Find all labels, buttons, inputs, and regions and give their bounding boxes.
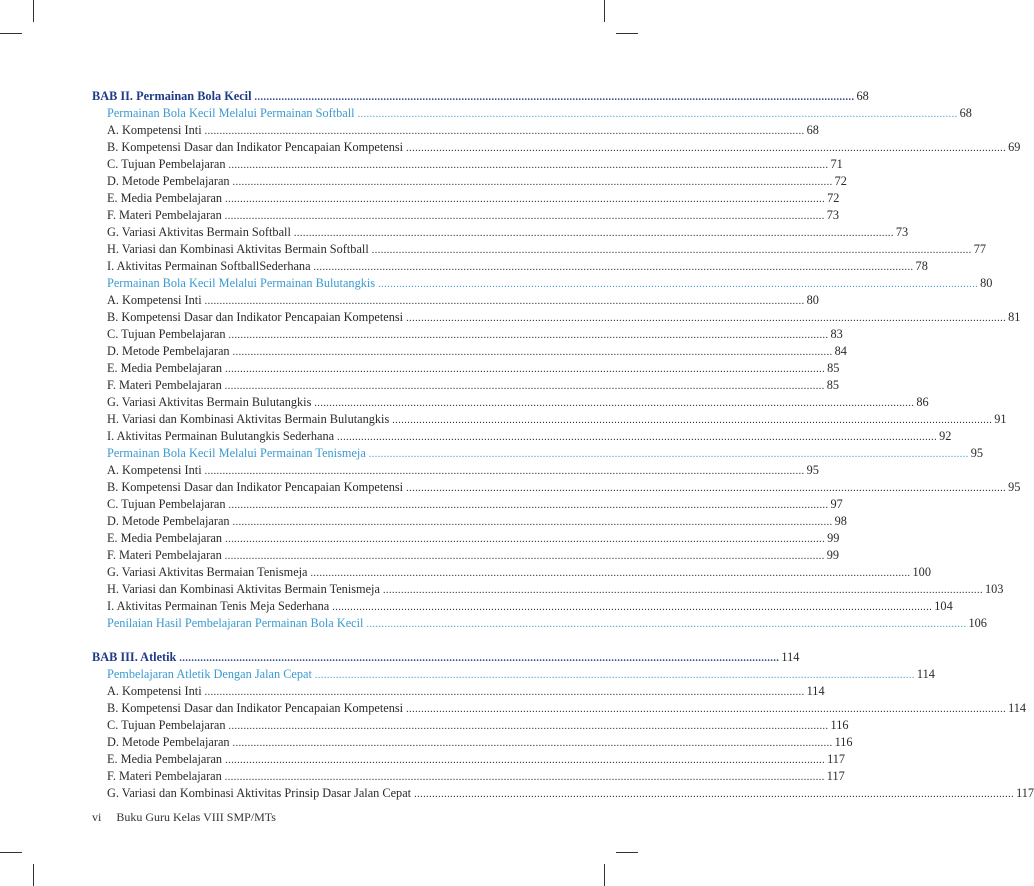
toc-section-title: Permainan Bola Kecil Melalui Permainan Tenismeja bbox=[107, 446, 366, 460]
dot-leader: ........................................................................................................................................................................................................ bbox=[224, 211, 825, 222]
toc-item[interactable] bbox=[92, 768, 845, 785]
dot-leader: ........................................................................................................................................................................................................ bbox=[228, 330, 829, 341]
dot-leader: ........................................................................................................................................................................................................ bbox=[224, 381, 825, 392]
toc-item-title: B. Kompetensi Dasar dan Indikator Pencapaian Kompetensi bbox=[107, 140, 404, 154]
toc-section[interactable] bbox=[92, 445, 984, 462]
toc-item-page: 73 bbox=[826, 208, 840, 222]
toc-item-page: 85 bbox=[827, 361, 840, 375]
toc-item-page: 114 bbox=[806, 684, 825, 698]
toc-item[interactable] bbox=[92, 343, 847, 360]
toc-item-page: 99 bbox=[827, 531, 840, 545]
toc-item-page: 83 bbox=[830, 327, 843, 341]
toc-item[interactable] bbox=[92, 462, 819, 479]
dot-leader: ........................................................................................................................................................................................................ bbox=[228, 500, 829, 511]
toc-item-page: 84 bbox=[834, 344, 847, 358]
toc-item-title: F. Materi Pembelajaran bbox=[107, 548, 222, 562]
toc-section-page: 95 bbox=[970, 446, 984, 460]
toc-item[interactable] bbox=[92, 122, 819, 139]
dot-leader: ........................................................................................................................................................................................................ bbox=[232, 517, 833, 528]
toc-item[interactable] bbox=[92, 139, 1021, 156]
toc-item[interactable] bbox=[92, 496, 843, 513]
toc-item-title: D. Metode Pembelajaran bbox=[107, 735, 230, 749]
dot-leader: ........................................................................................................................................................................................................ bbox=[204, 687, 805, 698]
dot-leader: ........................................................................................................................................................................................................ bbox=[254, 92, 855, 103]
toc-item-title: E. Media Pembelajaran bbox=[107, 531, 223, 545]
dot-leader: ........................................................................................................................................................................................................ bbox=[232, 738, 833, 749]
toc-chapter-page: 114 bbox=[781, 650, 800, 664]
dot-leader: ........................................................................................................................................................................................................ bbox=[314, 670, 915, 681]
toc-item-page: 117 bbox=[827, 752, 846, 766]
toc-item[interactable] bbox=[92, 173, 847, 190]
dot-leader: ........................................................................................................................................................................................................ bbox=[414, 789, 1015, 800]
crop-mark-top-left-v bbox=[33, 0, 34, 22]
toc-item[interactable] bbox=[92, 190, 840, 207]
toc-section[interactable] bbox=[92, 615, 987, 632]
crop-mark-bottom-left-v bbox=[33, 864, 34, 886]
toc-item-title: G. Variasi Aktivitas Bermaian Tenismeja bbox=[107, 565, 308, 579]
toc-item-title: B. Kompetensi Dasar dan Indikator Pencapaian Kompetensi bbox=[107, 480, 404, 494]
toc-item-title: H. Variasi dan Kombinasi Aktivitas Bermain Softball bbox=[107, 242, 369, 256]
toc-item[interactable] bbox=[92, 326, 843, 343]
toc-item-page: 116 bbox=[834, 735, 853, 749]
toc-item-page: 68 bbox=[806, 123, 819, 137]
toc-item[interactable] bbox=[92, 700, 1027, 717]
toc-item-title: E. Media Pembelajaran bbox=[107, 361, 223, 375]
toc-item[interactable] bbox=[92, 717, 849, 734]
dot-leader: ........................................................................................................................................................................................................ bbox=[204, 296, 805, 307]
dot-leader: ........................................................................................................................................................................................................ bbox=[204, 466, 805, 477]
toc-section-title: Permainan Bola Kecil Melalui Permainan Softball bbox=[107, 106, 355, 120]
dot-leader: ........................................................................................................................................................................................................ bbox=[225, 194, 826, 205]
toc-item-title: E. Media Pembelajaran bbox=[107, 752, 223, 766]
toc-item[interactable] bbox=[92, 428, 952, 445]
dot-leader: ........................................................................................................................................................................................................ bbox=[224, 772, 825, 783]
toc-item-page: 86 bbox=[916, 395, 929, 409]
toc-item[interactable] bbox=[92, 411, 1007, 428]
dot-leader: ........................................................................................................................................................................................................ bbox=[225, 534, 826, 545]
toc-chapter-title: BAB II. Permainan Bola Kecil bbox=[92, 89, 252, 103]
toc-item-page: 80 bbox=[806, 293, 819, 307]
toc-item[interactable] bbox=[92, 530, 840, 547]
toc-chapter[interactable] bbox=[92, 649, 800, 666]
toc-item[interactable] bbox=[92, 207, 840, 224]
dot-leader: ........................................................................................................................................................................................................ bbox=[378, 279, 979, 290]
toc-section-page: 68 bbox=[959, 106, 972, 120]
crop-mark-top-right-v bbox=[604, 0, 605, 22]
dot-leader: ........................................................................................................................................................................................................ bbox=[313, 262, 914, 273]
toc-chapter-title: BAB III. Atletik bbox=[92, 650, 177, 664]
dot-leader: ........................................................................................................................................................................................................ bbox=[371, 245, 972, 256]
toc-section-title: Permainan Bola Kecil Melalui Permainan Bulutangkis bbox=[107, 276, 376, 290]
crop-mark-bottom-right-v bbox=[604, 864, 605, 886]
toc-item-page: 81 bbox=[1008, 310, 1021, 324]
dot-leader: ........................................................................................................................................................................................................ bbox=[314, 398, 915, 409]
toc-item-title: F. Materi Pembelajaran bbox=[107, 378, 222, 392]
toc-item[interactable] bbox=[92, 581, 1004, 598]
toc-item[interactable] bbox=[92, 156, 843, 173]
toc-item-page: 114 bbox=[1008, 701, 1027, 715]
toc-item-title: B. Kompetensi Dasar dan Indikator Pencapaian Kompetensi bbox=[107, 701, 404, 715]
dot-leader: ........................................................................................................................................................................................................ bbox=[406, 483, 1007, 494]
toc-item-page: 78 bbox=[915, 259, 928, 273]
toc-item-title: A. Kompetensi Inti bbox=[107, 463, 202, 477]
toc-item-title: C. Tujuan Pembelajaran bbox=[107, 718, 226, 732]
toc-section-page: 106 bbox=[968, 616, 987, 630]
crop-mark-bottom-right-h bbox=[616, 852, 638, 853]
toc-item-title: A. Kompetensi Inti bbox=[107, 123, 202, 137]
crop-mark-top-left-h bbox=[0, 33, 22, 34]
toc-item-title: D. Metode Pembelajaran bbox=[107, 174, 230, 188]
toc-item-title: C. Tujuan Pembelajaran bbox=[107, 497, 226, 511]
dot-leader: ........................................................................................................................................................................................................ bbox=[224, 551, 825, 562]
toc-item-title: G. Variasi Aktivitas Bermain Softball bbox=[107, 225, 291, 239]
toc-item[interactable] bbox=[92, 564, 931, 581]
toc-item-title: I. Aktivitas Permainan Tenis Meja Sederhana bbox=[107, 599, 330, 613]
toc-item-title: G. Variasi dan Kombinasi Aktivitas Prinsip Dasar Jalan Cepat bbox=[107, 786, 412, 800]
toc-item[interactable] bbox=[92, 241, 987, 258]
toc-section-title: Pembelajaran Atletik Dengan Jalan Cepat bbox=[107, 667, 312, 681]
toc-item-page: 100 bbox=[912, 565, 931, 579]
dot-leader: ........................................................................................................................................................................................................ bbox=[406, 143, 1007, 154]
toc-item[interactable] bbox=[92, 683, 825, 700]
toc-chapter[interactable] bbox=[92, 88, 869, 105]
toc-item[interactable] bbox=[92, 309, 1021, 326]
toc-item-title: B. Kompetensi Dasar dan Indikator Pencapaian Kompetensi bbox=[107, 310, 404, 324]
toc-item-page: 116 bbox=[830, 718, 849, 732]
toc-item-page: 99 bbox=[826, 548, 840, 562]
toc-section-page: 80 bbox=[980, 276, 993, 290]
toc-item-title: A. Kompetensi Inti bbox=[107, 684, 202, 698]
dot-leader: ........................................................................................................................................................................................................ bbox=[179, 653, 780, 664]
dot-leader: ........................................................................................................................................................................................................ bbox=[310, 568, 911, 579]
toc-item-page: 98 bbox=[834, 514, 847, 528]
dot-leader: ........................................................................................................................................................................................................ bbox=[337, 432, 938, 443]
toc-item[interactable] bbox=[92, 785, 1034, 802]
toc-item-title: H. Variasi dan Kombinasi Aktivitas Bermain Bulutangkis bbox=[107, 412, 390, 426]
dot-leader: ........................................................................................................................................................................................................ bbox=[228, 721, 829, 732]
dot-leader: ........................................................................................................................................................................................................ bbox=[357, 109, 958, 120]
toc-item-title: G. Variasi Aktivitas Bermain Bulutangkis bbox=[107, 395, 312, 409]
dot-leader: ........................................................................................................................................................................................................ bbox=[368, 449, 969, 460]
toc-item[interactable] bbox=[92, 224, 909, 241]
dot-leader: ........................................................................................................................................................................................................ bbox=[232, 177, 833, 188]
toc-item-page: 91 bbox=[994, 412, 1007, 426]
toc-item-page: 92 bbox=[939, 429, 952, 443]
toc-item[interactable] bbox=[92, 479, 1021, 496]
dot-leader: ........................................................................................................................................................................................................ bbox=[293, 228, 894, 239]
toc-item[interactable] bbox=[92, 394, 929, 411]
toc-item[interactable] bbox=[92, 751, 846, 768]
toc-item-page: 69 bbox=[1008, 140, 1021, 154]
toc-item-page: 77 bbox=[973, 242, 987, 256]
toc-item-page: 97 bbox=[830, 497, 843, 511]
chapter-gap bbox=[92, 632, 506, 649]
toc-item-page: 72 bbox=[827, 191, 840, 205]
table-of-contents bbox=[92, 88, 1034, 802]
footer-page-number: vi bbox=[92, 810, 102, 824]
dot-leader: ........................................................................................................................................................................................................ bbox=[406, 313, 1007, 324]
toc-item[interactable] bbox=[92, 513, 847, 530]
toc-item-title: F. Materi Pembelajaran bbox=[107, 769, 222, 783]
toc-item-title: C. Tujuan Pembelajaran bbox=[107, 157, 226, 171]
toc-item[interactable] bbox=[92, 360, 840, 377]
toc-item-title: D. Metode Pembelajaran bbox=[107, 344, 230, 358]
toc-section[interactable] bbox=[92, 666, 935, 683]
toc-item-title: H. Variasi dan Kombinasi Aktivitas Bermain Tenismeja bbox=[107, 582, 380, 596]
toc-chapter-page: 68 bbox=[856, 89, 869, 103]
dot-leader: ........................................................................................................................................................................................................ bbox=[228, 160, 829, 171]
toc-item-page: 117 bbox=[1016, 786, 1034, 800]
toc-item-title: A. Kompetensi Inti bbox=[107, 293, 202, 307]
dot-leader: ........................................................................................................................................................................................................ bbox=[225, 755, 826, 766]
crop-mark-top-right-h bbox=[616, 33, 638, 34]
toc-item-title: E. Media Pembelajaran bbox=[107, 191, 223, 205]
dot-leader: ........................................................................................................................................................................................................ bbox=[382, 585, 983, 596]
dot-leader: ........................................................................................................................................................................................................ bbox=[366, 619, 967, 630]
footer-book-title: Buku Guru Kelas VIII SMP/MTs bbox=[116, 810, 276, 824]
toc-item[interactable] bbox=[92, 547, 840, 564]
dot-leader: ........................................................................................................................................................................................................ bbox=[392, 415, 993, 426]
toc-item-page: 95 bbox=[806, 463, 819, 477]
toc-item-page: 73 bbox=[895, 225, 909, 239]
dot-leader: ........................................................................................................................................................................................................ bbox=[225, 364, 826, 375]
toc-item-page: 103 bbox=[984, 582, 1004, 596]
toc-item-page: 95 bbox=[1008, 480, 1021, 494]
toc-item-page: 117 bbox=[826, 769, 845, 783]
toc-item[interactable] bbox=[92, 292, 819, 309]
toc-item-page: 85 bbox=[826, 378, 840, 392]
toc-item-title: F. Materi Pembelajaran bbox=[107, 208, 222, 222]
toc-section[interactable] bbox=[92, 275, 993, 292]
toc-item-title: D. Metode Pembelajaran bbox=[107, 514, 230, 528]
toc-item-page: 104 bbox=[934, 599, 953, 613]
page-footer bbox=[92, 810, 276, 825]
toc-section-title: Penilaian Hasil Pembelajaran Permainan Bola Kecil bbox=[107, 616, 364, 630]
toc-item-title: C. Tujuan Pembelajaran bbox=[107, 327, 226, 341]
dot-leader: ........................................................................................................................................................................................................ bbox=[332, 602, 933, 613]
crop-mark-bottom-left-h bbox=[0, 852, 22, 853]
toc-item-title: I. Aktivitas Permainan Bulutangkis Sederhana bbox=[107, 429, 335, 443]
toc-section[interactable] bbox=[92, 105, 972, 122]
toc-section-page: 114 bbox=[916, 667, 935, 681]
dot-leader: ........................................................................................................................................................................................................ bbox=[232, 347, 833, 358]
toc-item[interactable] bbox=[92, 598, 953, 615]
toc-item[interactable] bbox=[92, 734, 853, 751]
dot-leader: ........................................................................................................................................................................................................ bbox=[204, 126, 805, 137]
toc-item[interactable] bbox=[92, 258, 928, 275]
toc-item-title: I. Aktivitas Permainan SoftballSederhana bbox=[107, 259, 311, 273]
toc-item-page: 72 bbox=[834, 174, 847, 188]
toc-item[interactable] bbox=[92, 377, 840, 394]
toc-item-page: 71 bbox=[830, 157, 843, 171]
dot-leader: ........................................................................................................................................................................................................ bbox=[406, 704, 1007, 715]
